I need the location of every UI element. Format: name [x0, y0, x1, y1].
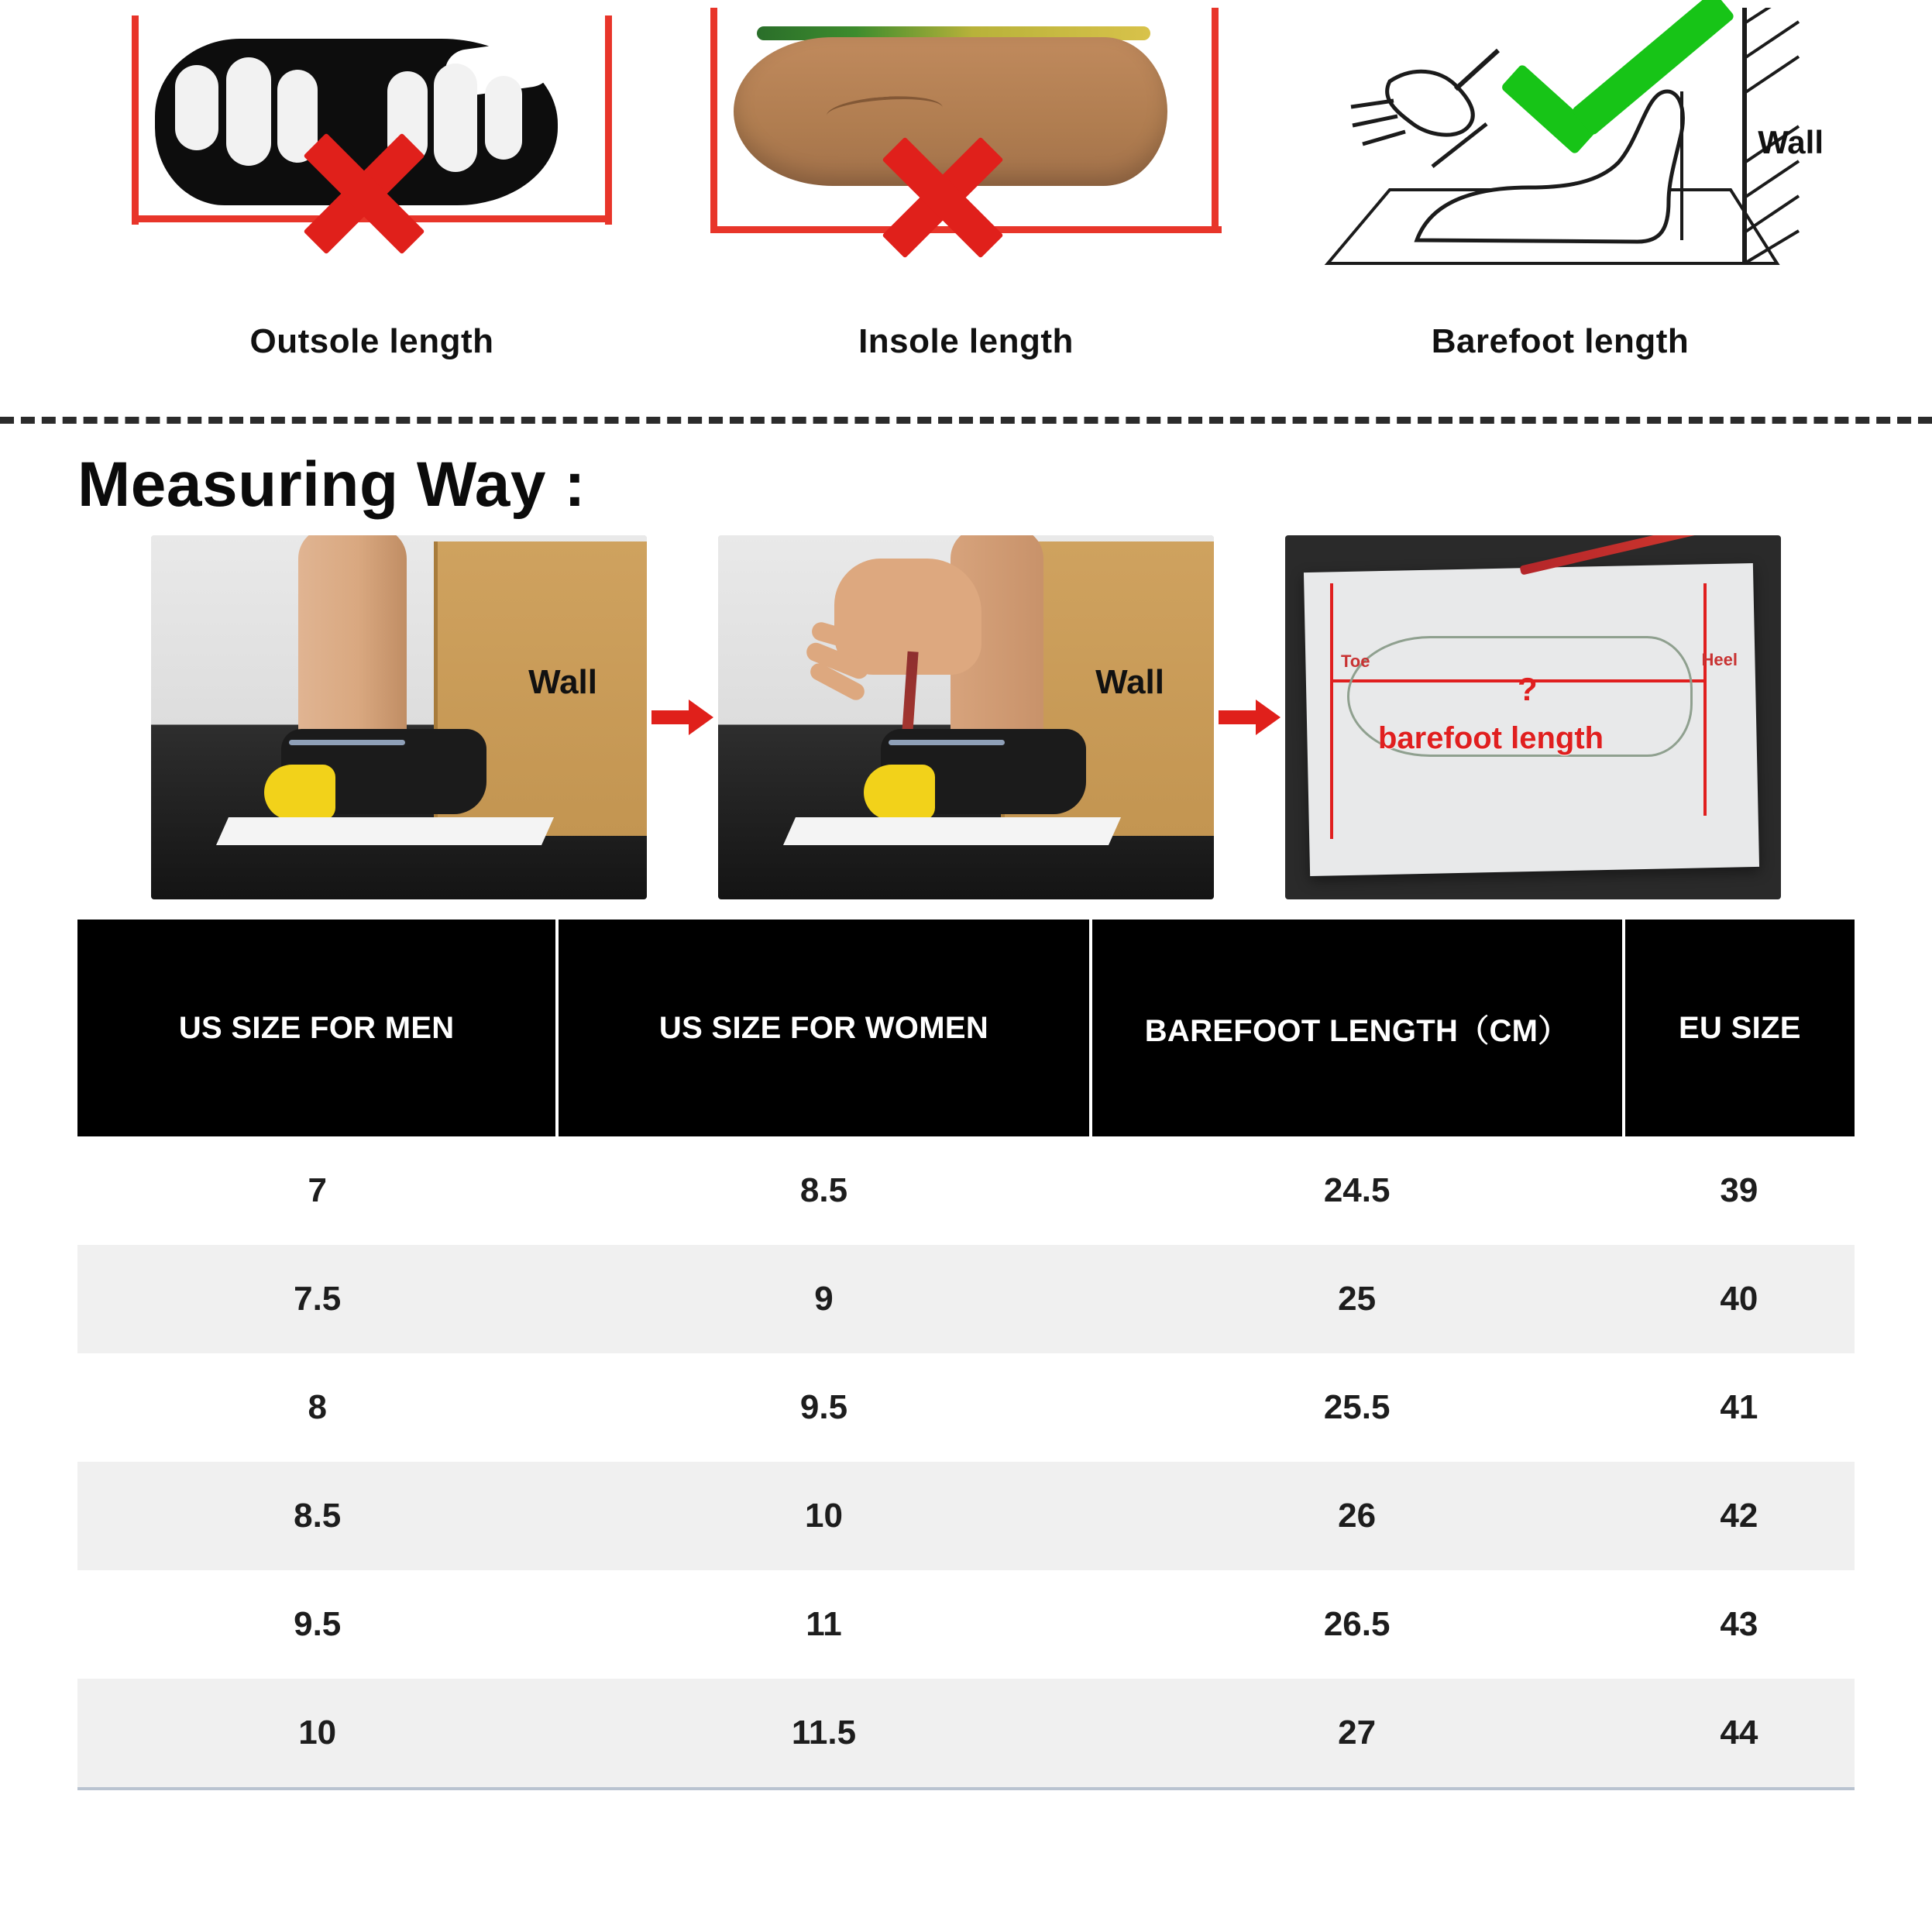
cell-us-women: 10 — [557, 1462, 1090, 1570]
heel-label: Heel — [1701, 650, 1738, 669]
table-header-row — [77, 920, 1855, 1136]
section-divider — [0, 417, 1932, 424]
cell-barefoot: 25 — [1091, 1245, 1624, 1353]
barefoot-wall-icon — [1297, 8, 1824, 318]
method-outsole — [101, 8, 643, 403]
toe-label: Toe — [1341, 651, 1370, 671]
cell-eu: 39 — [1624, 1136, 1855, 1245]
size-table-wrapper — [0, 920, 1932, 1790]
table-row — [77, 1462, 1855, 1570]
cell-us-men: 8.5 — [77, 1462, 557, 1570]
wall-label: Wall — [1095, 663, 1164, 701]
check-mark-icon — [1490, 15, 1746, 170]
cell-us-women: 11.5 — [557, 1679, 1090, 1789]
step-photo-measure-traced-outline — [1285, 535, 1781, 899]
step-photo-mark-toe-with-pencil — [718, 535, 1214, 899]
cell-us-women: 9 — [557, 1245, 1090, 1353]
arrow-right-icon — [1214, 700, 1285, 735]
cell-barefoot: 27 — [1091, 1679, 1624, 1789]
table-row — [77, 1570, 1855, 1679]
table-row — [77, 1353, 1855, 1462]
table-row — [77, 1245, 1855, 1353]
method-caption: Insole length — [858, 322, 1074, 360]
cell-barefoot: 26 — [1091, 1462, 1624, 1570]
question-mark: ? — [1518, 671, 1538, 707]
cell-barefoot: 26.5 — [1091, 1570, 1624, 1679]
cross-mark-icon — [865, 112, 1020, 267]
cell-eu: 44 — [1624, 1679, 1855, 1789]
step-photo-stand-against-wall — [151, 535, 647, 899]
measuring-methods-row — [0, 0, 1932, 403]
cell-us-men: 7 — [77, 1136, 557, 1245]
measuring-way-title: Measuring Way : — [77, 449, 586, 520]
wall-label: Wall — [528, 663, 597, 701]
method-caption: Barefoot length — [1431, 322, 1690, 360]
cell-us-women: 9.5 — [557, 1353, 1090, 1462]
table-row — [77, 1679, 1855, 1789]
cell-us-men: 7.5 — [77, 1245, 557, 1353]
cell-eu: 41 — [1624, 1353, 1855, 1462]
cell-barefoot: 24.5 — [1091, 1136, 1624, 1245]
cell-us-men: 10 — [77, 1679, 557, 1789]
measuring-steps — [0, 535, 1932, 899]
cell-us-women: 8.5 — [557, 1136, 1090, 1245]
column-header-barefoot-length: BAREFOOT LENGTH（CM） — [1091, 920, 1624, 1136]
cell-us-women: 11 — [557, 1570, 1090, 1679]
barefoot-length-label: barefoot length — [1378, 721, 1604, 755]
method-barefoot — [1289, 8, 1831, 403]
column-header-eu-size: EU SIZE — [1624, 920, 1855, 1136]
cell-eu: 43 — [1624, 1570, 1855, 1679]
cell-barefoot: 25.5 — [1091, 1353, 1624, 1462]
arrow-right-icon — [647, 700, 718, 735]
column-header-us-men: US SIZE FOR MEN — [77, 920, 557, 1136]
cell-eu: 40 — [1624, 1245, 1855, 1353]
table-row — [77, 1136, 1855, 1245]
shoe-outsole-icon — [108, 8, 635, 318]
size-table — [77, 920, 1855, 1790]
wall-label: Wall — [1758, 124, 1824, 160]
cell-eu: 42 — [1624, 1462, 1855, 1570]
cross-mark-icon — [287, 108, 442, 263]
method-caption: Outsole length — [249, 322, 494, 360]
cell-us-men: 9.5 — [77, 1570, 557, 1679]
method-insole — [695, 8, 1237, 403]
shoe-insole-icon — [703, 8, 1229, 318]
column-header-us-women: US SIZE FOR WOMEN — [557, 920, 1090, 1136]
cell-us-men: 8 — [77, 1353, 557, 1462]
